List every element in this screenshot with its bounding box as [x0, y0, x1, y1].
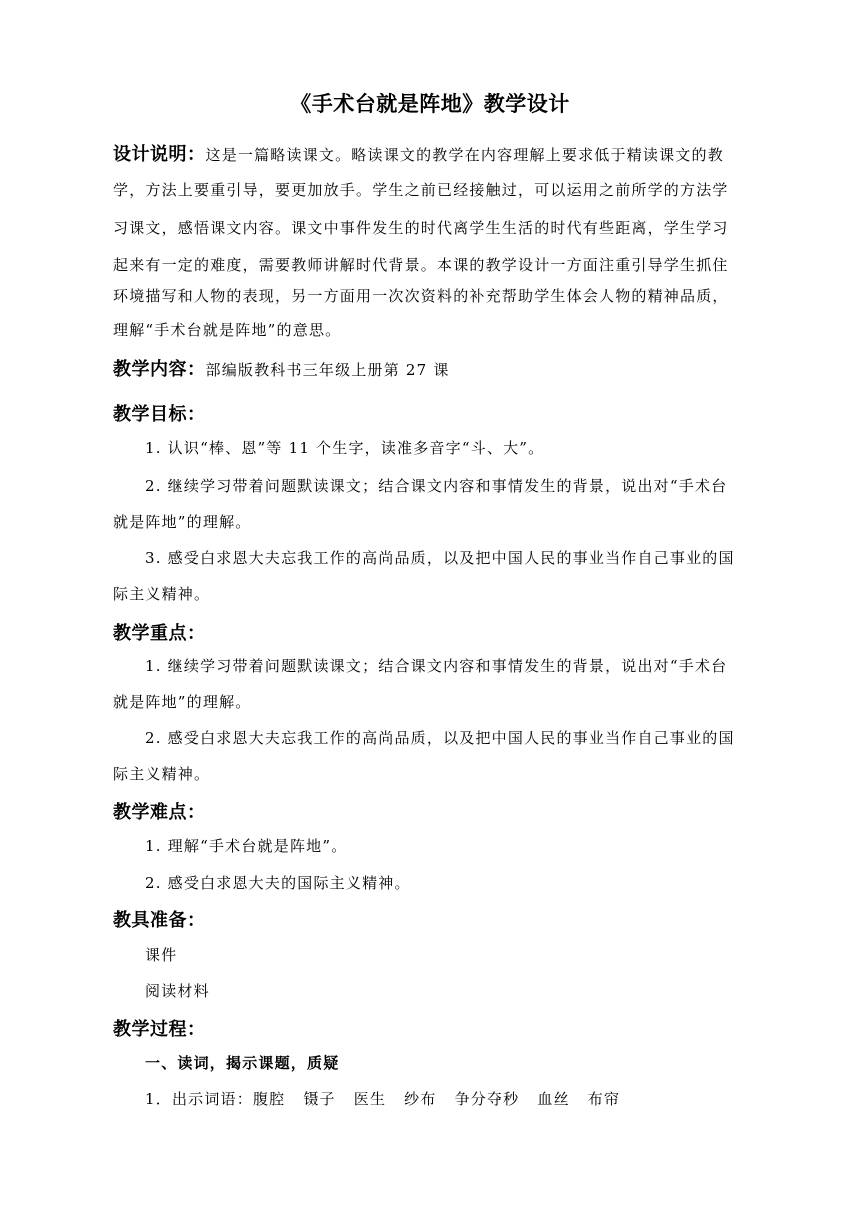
design-note-line: 理解“手术台就是阵地”的意思。 [113, 321, 342, 339]
content-heading: 教学内容： [113, 359, 206, 380]
goal-item-continued: 际主义精神。 [113, 585, 211, 603]
design-note-line: 起来有一定的难度，需要教师讲解时代背景。本课的教学设计一方面注重引导学生抓住 [113, 256, 729, 274]
content-line [113, 355, 450, 381]
vocab-word: 腹腔 [252, 1090, 286, 1108]
process-section-1: 一、读词，揭示课题，质疑 [145, 1054, 340, 1072]
materials-heading: 教具准备： [113, 910, 206, 931]
key-point-item-continued: 际主义精神。 [113, 765, 211, 783]
key-point-item: 2. 感受白求恩大夫忘我工作的高尚品质，以及把中国人民的事业当作自己事业的国 [145, 729, 735, 747]
goal-item: 2. 继续学习带着问题默读课文；结合课文内容和事情发生的背景，说出对“手术台 [145, 477, 728, 495]
vocab-word: 争分夺秒 [454, 1090, 520, 1108]
material-item: 阅读材料 [145, 982, 210, 1000]
key-point-item-continued: 就是阵地”的理解。 [113, 693, 252, 711]
goal-item: 1. 认识“棒、恩”等 11 个生字，读准多音字“斗、大”。 [145, 439, 545, 457]
vocab-word: 布帘 [587, 1090, 621, 1108]
difficulty-item: 2. 感受白求恩大夫的国际主义精神。 [145, 874, 411, 892]
content-text: 部编版教科书三年级上册第 27 课 [205, 361, 450, 379]
design-note-line: 环境描写和人物的表现，另一方面用一次次资料的补充帮助学生体会人物的精神品质， [113, 287, 729, 305]
material-item: 课件 [145, 946, 178, 964]
difficulty-item: 1. 理解“手术台就是阵地”。 [145, 837, 348, 855]
process-heading: 教学过程： [113, 1019, 206, 1040]
key-points-heading: 教学重点： [113, 623, 206, 644]
process-step-1 [145, 1088, 620, 1109]
vocab-word: 血丝 [537, 1090, 570, 1108]
key-point-item: 1. 继续学习带着问题默读课文；结合课文内容和事情发生的背景，说出对“手术台 [145, 657, 728, 675]
step-1-prefix: 1．出示词语： [145, 1090, 253, 1108]
document-title: 《手术台就是阵地》教学设计 [290, 92, 570, 116]
design-note-heading: 设计说明： [113, 144, 206, 165]
goal-item-continued: 就是阵地”的理解。 [113, 513, 252, 531]
vocab-word: 纱布 [404, 1090, 437, 1108]
goals-heading: 教学目标： [113, 404, 206, 425]
design-note-line: 习课文，感悟课文内容。课文中事件发生的时代离学生生活的时代有些距离，学生学习 [113, 219, 729, 237]
vocab-word: 医生 [353, 1090, 387, 1108]
goal-item: 3. 感受白求恩大夫忘我工作的高尚品质，以及把中国人民的事业当作自己事业的国 [145, 549, 735, 567]
design-note-line: 学，方法上要重引导，要更加放手。学生之前已经接触过，可以运用之前所学的方法学 [113, 181, 729, 199]
design-note-text: 这是一篇略读课文。略读课文的教学在内容理解上要求低于精读课文的教 [205, 146, 724, 164]
design-note-line-1 [113, 140, 724, 166]
vocab-word: 镊子 [303, 1090, 336, 1108]
difficulties-heading: 教学难点： [113, 802, 206, 823]
